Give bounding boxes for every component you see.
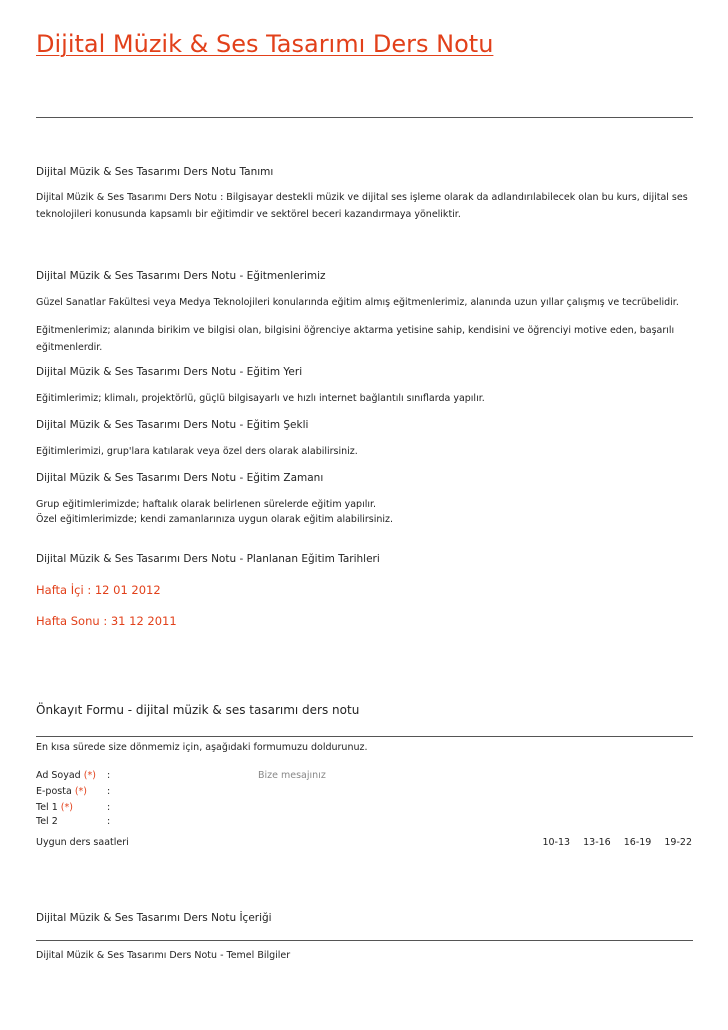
hours-option-16-19[interactable]: 16-19 — [623, 837, 652, 848]
content-item: Dijital Müzik & Ses Tasarımı Ders Notu - Temel Bilgiler — [36, 950, 291, 961]
field-label-text: Ad Soyad — [36, 770, 81, 781]
weekend-date: Hafta Sonu : 31 12 2011 — [36, 614, 177, 628]
field-label-text: Tel 2 — [36, 816, 58, 827]
hours-options — [532, 837, 692, 848]
required-mark: (*) — [74, 786, 87, 797]
content-heading: Dijital Müzik & Ses Tasarımı Ders Notu İçeriği — [36, 912, 272, 924]
instructors-text-1: Güzel Sanatlar Fakültesi veya Medya Teknolojileri konularında eğitim almış eğitmenlerimiz, alanında uzun yıllar çalışmış ve tecrübelidir. — [36, 297, 679, 308]
field-label-text: Tel 1 — [36, 802, 58, 813]
field-label-email — [36, 786, 87, 797]
field-label-tel1 — [36, 802, 73, 813]
definition-heading: Dijital Müzik & Ses Tasarımı Ders Notu Tanımı — [36, 166, 274, 178]
weekday-date: Hafta İçi : 12 01 2012 — [36, 583, 161, 597]
instructors-heading: Dijital Müzik & Ses Tasarımı Ders Notu - Eğitmenlerimiz — [36, 270, 326, 282]
required-mark: (*) — [83, 770, 96, 781]
timing-line-1: Grup eğitimlerimizde; haftalık olarak belirlenen sürelerde eğitim yapılır. — [36, 499, 377, 510]
place-heading: Dijital Müzik & Ses Tasarımı Ders Notu - Eğitim Yeri — [36, 366, 303, 378]
hours-option-13-16[interactable]: 13-16 — [583, 837, 611, 848]
form-intro: En kısa sürede size dönmemiz için, aşağıdaki formumuzu doldurunuz. — [36, 742, 368, 753]
title-divider — [36, 117, 693, 118]
content-divider — [36, 940, 693, 941]
required-mark: (*) — [60, 802, 73, 813]
message-textarea[interactable]: Bize mesajınız — [258, 770, 326, 781]
tel1-input[interactable]: : — [107, 802, 111, 813]
format-text: Eğitimlerimizi, grup'lara katılarak veya özel ders olarak alabilirsiniz. — [36, 446, 358, 457]
instructors-text-2: Eğitmenlerimiz; alanında birikim ve bilgisi olan, bilgisini öğrenciye aktarma yetisine sahip, kendisini ve öğrenciyi motive eden, başarılı eğitmenlerdir. — [36, 325, 675, 353]
hours-option-10-13[interactable]: 10-13 — [542, 837, 571, 848]
email-input[interactable]: : — [107, 786, 111, 797]
form-divider — [36, 736, 693, 737]
hours-label: Uygun ders saatleri — [36, 837, 129, 848]
tel2-input[interactable]: : — [107, 816, 111, 827]
dates-heading: Dijital Müzik & Ses Tasarımı Ders Notu - Planlanan Eğitim Tarihleri — [36, 553, 380, 565]
name-input[interactable]: : — [107, 770, 111, 781]
timing-heading: Dijital Müzik & Ses Tasarımı Ders Notu - Eğitim Zamanı — [36, 472, 324, 484]
timing-line-2: Özel eğitimlerimizde; kendi zamanlarınıza uygun olarak eğitim alabilirsiniz. — [36, 514, 394, 525]
field-label-tel2 — [36, 816, 58, 827]
form-heading: Önkayıt Formu - dijital müzik & ses tasarımı ders notu — [36, 703, 360, 717]
definition-text: Dijital Müzik & Ses Tasarımı Ders Notu : Bilgisayar destekli müzik ve dijital ses işleme olarak da adlandırılabilecek olan bu kurs, dijital ses teknolojileri konusunda kapsamlı bir eğitimdir ve sektörel beceri kazandırmaya yöneliktir. — [36, 192, 688, 220]
page-title: Dijital Müzik & Ses Tasarımı Ders Notu — [36, 30, 494, 58]
field-label-text: E-posta — [36, 786, 72, 797]
place-text: Eğitimlerimiz; klimalı, projektörlü, güçlü bilgisayarlı ve hızlı internet bağlantılı sınıflarda yapılır. — [36, 393, 485, 404]
hours-option-19-22[interactable]: 19-22 — [664, 837, 692, 848]
field-label-name — [36, 770, 96, 781]
format-heading: Dijital Müzik & Ses Tasarımı Ders Notu - Eğitim Şekli — [36, 419, 309, 431]
